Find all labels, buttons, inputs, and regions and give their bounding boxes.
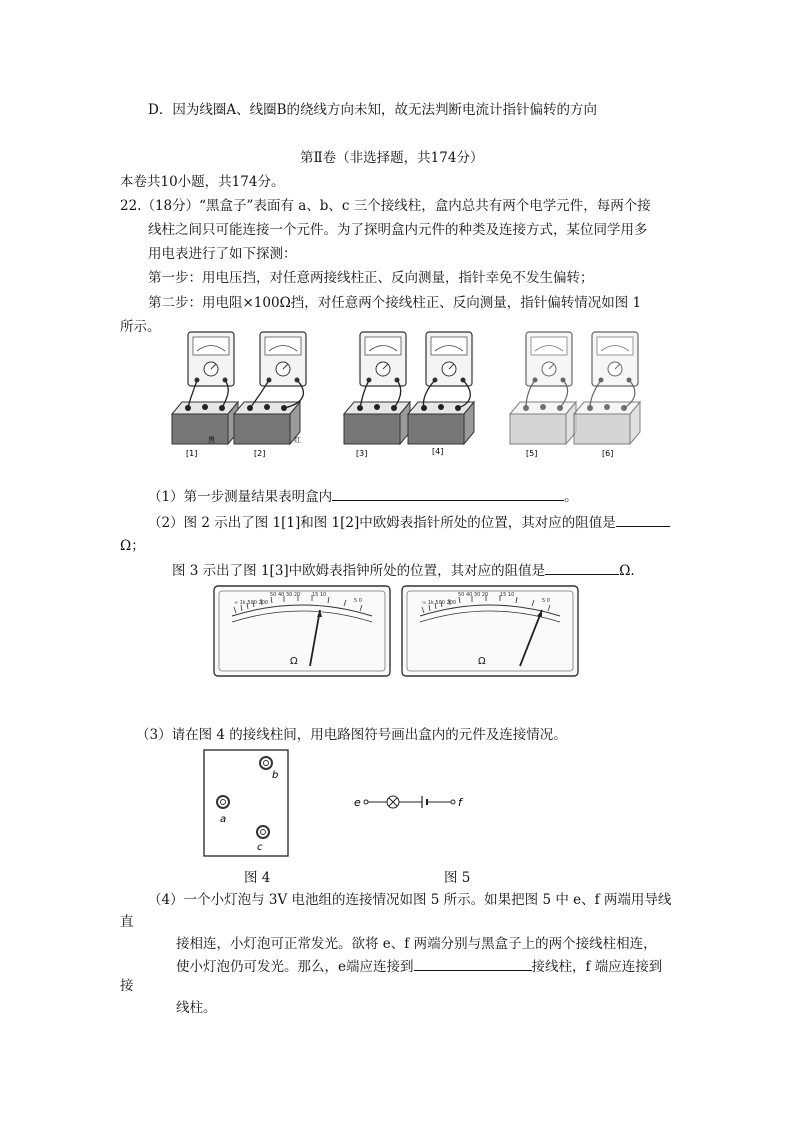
terminal-b-label: b xyxy=(272,770,279,781)
sub-question-2-text: （2）图 2 示出了图 1[1]和图 1[2]中欧姆表指针所处的位置，其对应的阻值是 xyxy=(148,515,616,531)
sub-question-4-line-3-wrap: 接 xyxy=(120,978,134,994)
svg-text:∞ 1k 500 200: ∞ 1k 500 200 xyxy=(234,600,269,606)
answer-blank-2a[interactable] xyxy=(616,512,670,527)
step-2-end: 所示。 xyxy=(120,319,161,335)
fig1-label-1: [1] xyxy=(186,449,198,458)
battery-icon xyxy=(422,796,427,808)
step-2: 第二步：用电阻×100Ω挡，对任意两个接线柱正、反向测量，指针偏转情况如图 1 xyxy=(148,295,642,311)
fig1-terminal-red: 红 xyxy=(294,436,301,444)
end-f-label: f xyxy=(458,796,462,809)
svg-text:∞ 1k 500 200: ∞ 1k 500 200 xyxy=(422,600,457,606)
section-title: 第Ⅱ卷（非选择题，共174分） xyxy=(300,150,484,166)
sub-question-4-line-3b: 接线柱，f 端应连接到 xyxy=(531,959,663,975)
setup-5 xyxy=(510,332,576,444)
fig1-label-3: [3] xyxy=(356,449,368,458)
terminal-a-label: a xyxy=(220,814,227,825)
answer-blank-1[interactable] xyxy=(332,486,564,501)
sub-question-1-end: 。 xyxy=(564,489,578,505)
figure-1-multimeter-setups xyxy=(164,328,660,462)
svg-text:50 40 30 20: 50 40 30 20 xyxy=(458,592,489,598)
sub-question-4-line-2: 接相连，小灯泡可正常发光。欲将 e、f 两端分别与黑盒子上的两个接线柱相连， xyxy=(176,936,657,952)
sub-question-2 xyxy=(148,512,670,533)
svg-text:15 10: 15 10 xyxy=(312,592,327,598)
svg-text:5 0: 5 0 xyxy=(354,598,362,604)
figure-4-5 xyxy=(196,748,496,860)
fig5-caption: 图 5 xyxy=(444,870,471,886)
sub-question-1-text: （1）第一步测量结果表明盒内 xyxy=(148,489,333,505)
question-intro-line-3: 用电表进行了如下探测： xyxy=(148,246,297,262)
question-intro-line-1: 22.（18分）“黑盒子”表面有 a、b、c 三个接线柱，盒内总共有两个电学元件，每两个接 xyxy=(120,198,651,214)
fig1-terminal-black: 黑 xyxy=(208,436,215,444)
sub-question-2-unit: Ω； xyxy=(120,538,145,554)
setup-2 xyxy=(234,332,306,444)
fig5-circuit xyxy=(354,796,464,809)
sub-question-2b xyxy=(172,560,635,581)
answer-blank-4a[interactable] xyxy=(414,956,532,971)
terminal-c-label: c xyxy=(257,842,263,853)
figure-2-3-ohmmeter-dials xyxy=(212,584,582,680)
fig1-label-2: [2] xyxy=(254,449,266,458)
svg-text:5 0: 5 0 xyxy=(542,598,550,604)
setup-4 xyxy=(408,332,474,444)
fig1-label-4: [4] xyxy=(432,447,444,456)
sub-question-4-line-3 xyxy=(176,956,662,977)
fig3-ohm-symbol: Ω xyxy=(478,656,486,667)
sub-question-4-line-1-wrap: 直 xyxy=(120,914,134,930)
fig1-label-6: [6] xyxy=(602,449,614,458)
fig4-caption: 图 4 xyxy=(244,870,271,886)
sub-question-4-line-3a: 使小灯泡仍可发光。那么，e端应连接到 xyxy=(176,959,414,975)
end-e-label: e xyxy=(354,796,361,809)
sub-question-3: （3）请在图 4 的接线柱间，用电路图符号画出盒内的元件及连接情况。 xyxy=(136,727,567,743)
answer-blank-2b[interactable] xyxy=(545,560,619,575)
ohmmeter-dial-fig3 xyxy=(402,586,578,676)
setup-1 xyxy=(172,332,238,444)
sub-question-4-line-1: （4）一个小灯泡与 3V 电池组的连接情况如图 5 所示。如果把图 5 中 e、f 两端用导线 xyxy=(148,892,672,908)
ohmmeter-dial-fig2 xyxy=(214,586,390,676)
setup-3 xyxy=(344,332,410,444)
sub-question-2b-text: 图 3 示出了图 1[3]中欧姆表指钟所处的位置，其对应的阻值是 xyxy=(172,563,546,579)
sub-question-1 xyxy=(148,486,578,507)
sub-question-2b-unit: Ω. xyxy=(619,563,635,579)
step-1: 第一步：用电压挡，对任意两接线柱正、反向测量，指针幸免不发生偏转； xyxy=(148,270,594,286)
section-note: 本卷共10小题，共174分。 xyxy=(120,174,285,190)
fig2-ohm-symbol: Ω xyxy=(290,656,298,667)
svg-text:15 10: 15 10 xyxy=(500,592,515,598)
setup-6 xyxy=(574,332,640,444)
fig1-label-5: [5] xyxy=(526,449,538,458)
svg-text:50 40 30 20: 50 40 30 20 xyxy=(270,592,301,598)
option-d: D．因为线圈A、线圈B的绕线方向未知，故无法判断电流计指针偏转的方向 xyxy=(148,102,597,118)
question-intro-line-2: 线柱之间只可能连接一个元件。为了探明盒内元件的种类及连接方式，某位同学用多 xyxy=(148,222,648,238)
lamp-icon xyxy=(387,796,399,808)
sub-question-4-line-4: 线柱。 xyxy=(176,1000,217,1016)
